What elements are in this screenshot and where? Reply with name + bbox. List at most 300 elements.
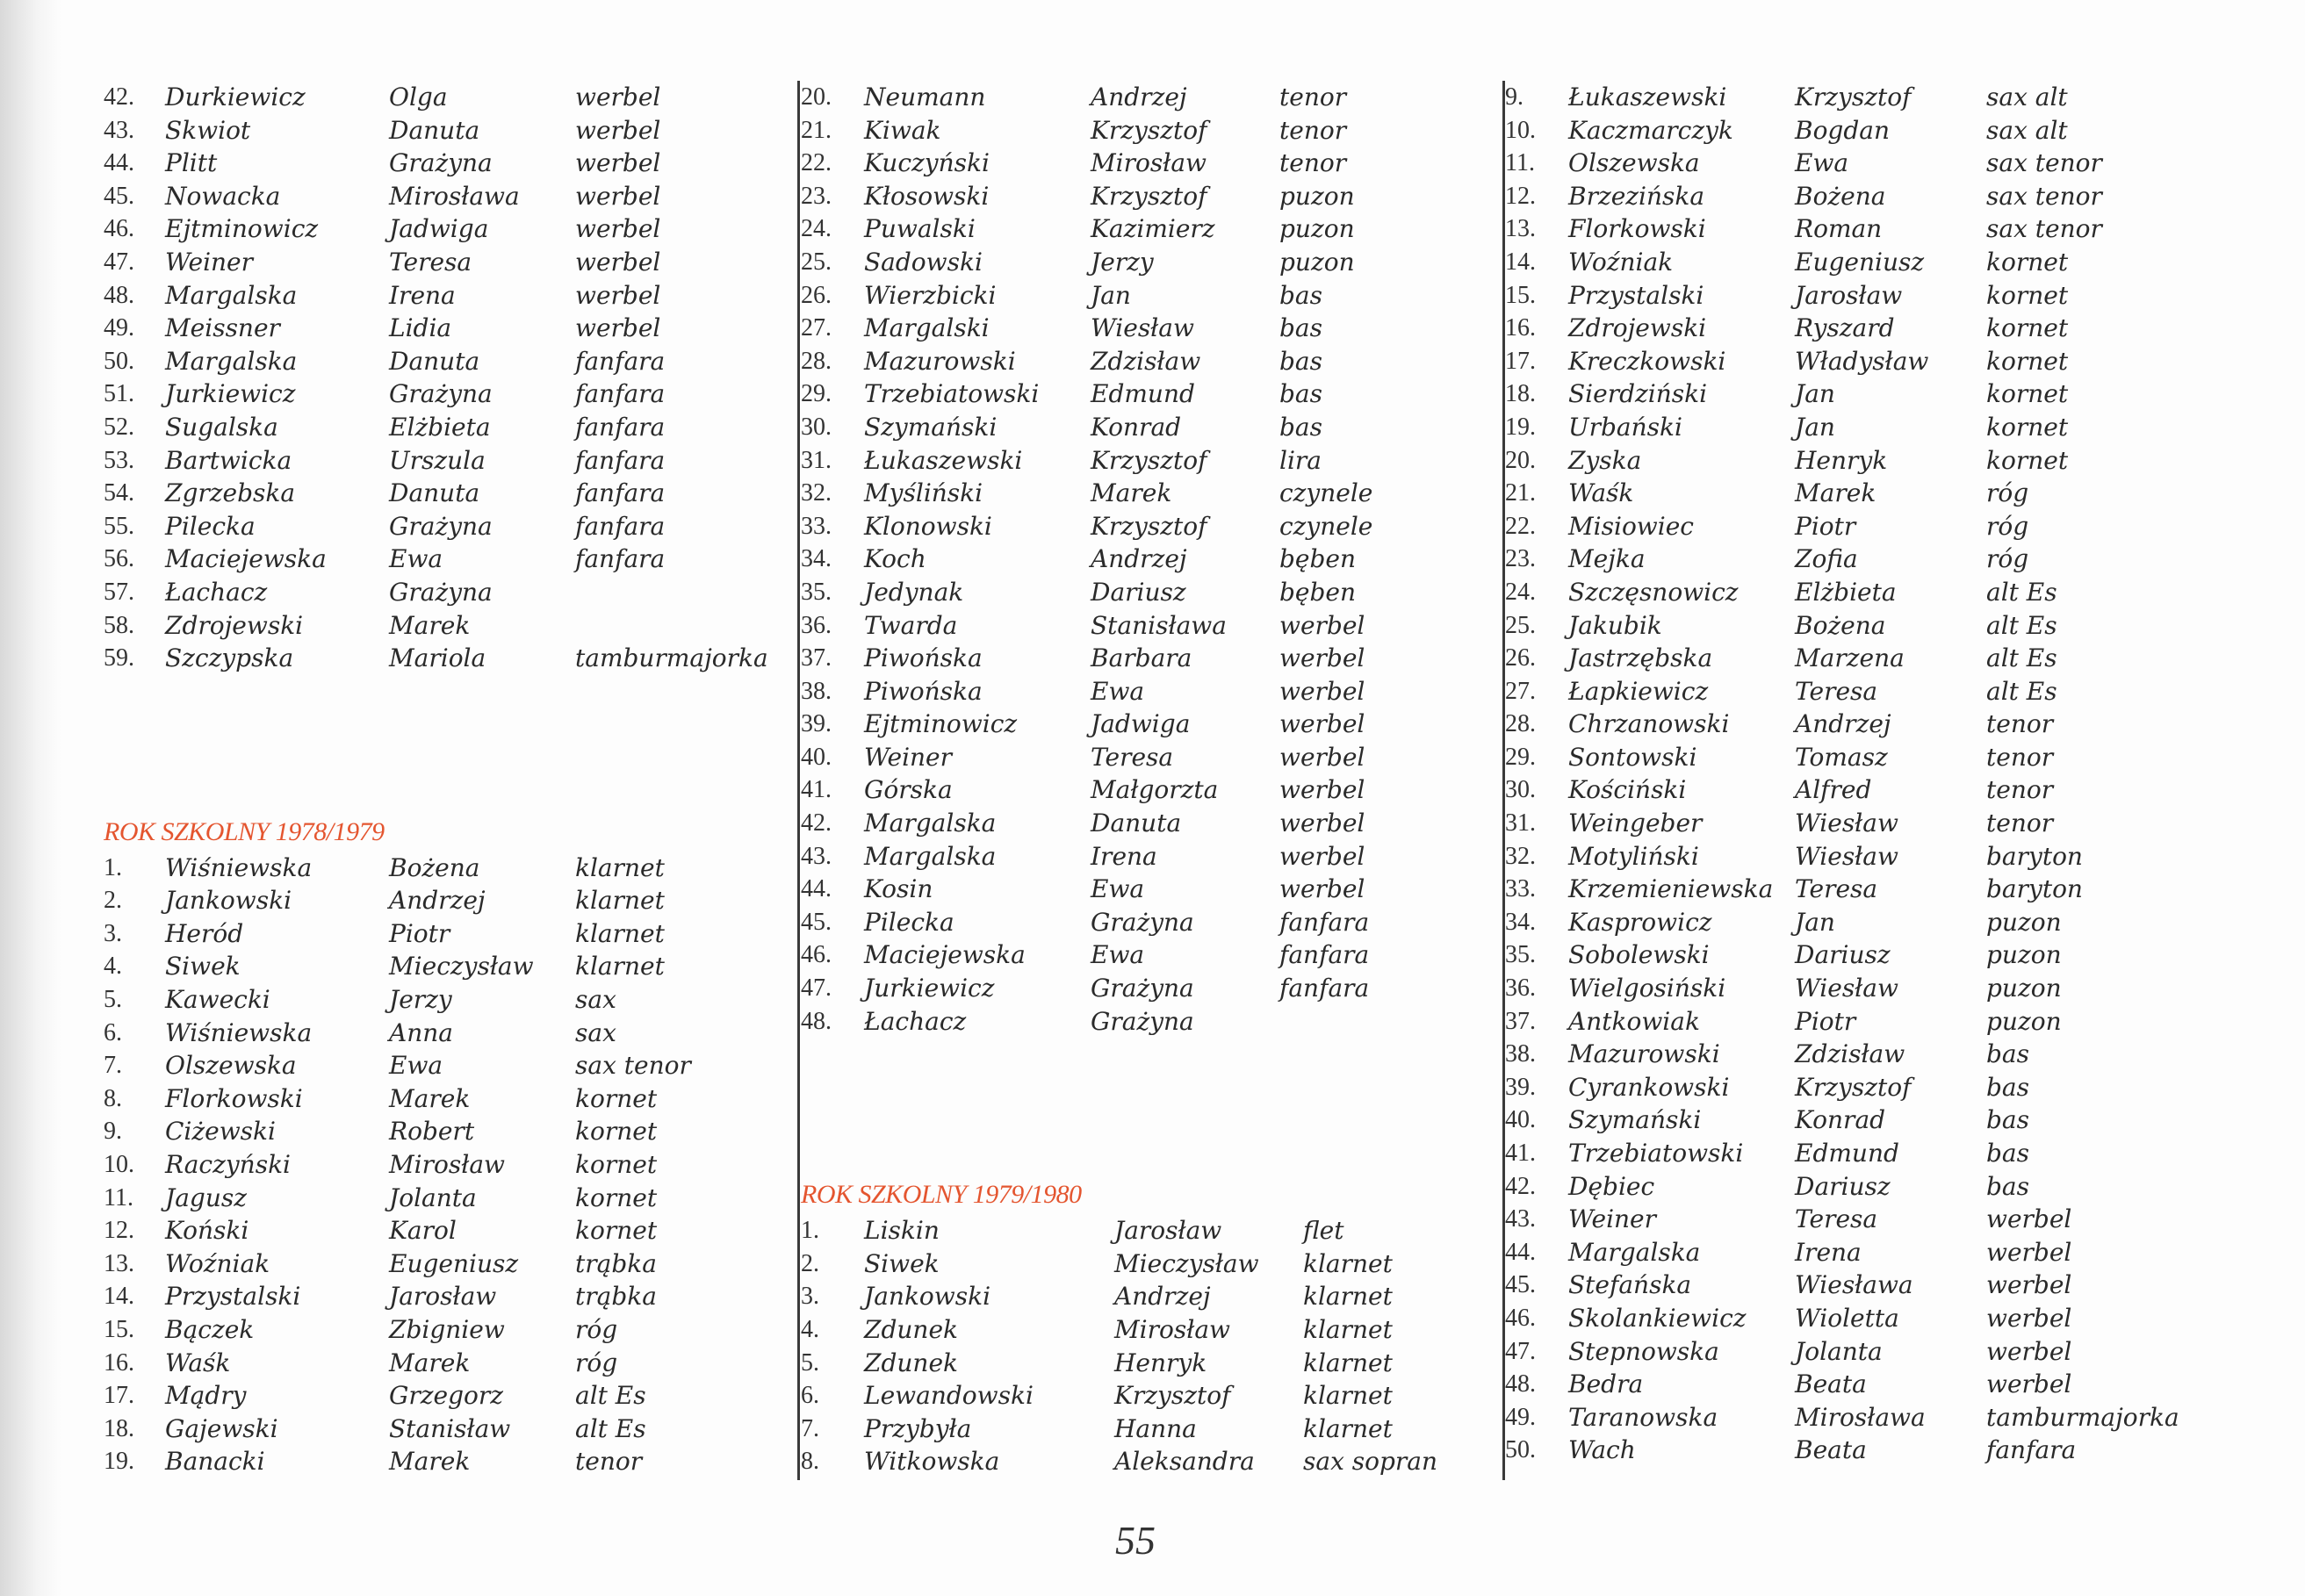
last-name: Szymański <box>1568 1105 1702 1135</box>
member-row <box>801 609 1468 643</box>
row-number: 16. <box>1505 314 1536 342</box>
last-name: Olszewska <box>165 1051 297 1081</box>
last-name: Waśk <box>1568 478 1634 508</box>
row-number: 36. <box>801 611 832 639</box>
last-name: Bedra <box>1568 1370 1644 1399</box>
instrument: bas <box>1279 280 1322 310</box>
row-number: 4. <box>104 953 122 981</box>
instrument: róg <box>1986 544 2029 574</box>
first-name: Barbara <box>1091 643 1192 673</box>
row-number: 22. <box>1505 512 1536 540</box>
first-name: Mirosław <box>1114 1315 1230 1344</box>
member-row <box>104 1049 771 1082</box>
first-name: Grażyna <box>389 148 493 178</box>
row-number: 45. <box>801 908 832 936</box>
instrument: werbel <box>1279 809 1365 838</box>
last-name: Kawecki <box>165 985 270 1015</box>
member-row <box>1505 147 2208 180</box>
row-number: 14. <box>1505 248 1536 276</box>
last-name: Maciejewska <box>864 940 1026 970</box>
instrument: bas <box>1279 412 1322 442</box>
row-number: 9. <box>1505 83 1523 111</box>
instrument: fanfara <box>1279 974 1370 1003</box>
first-name: Irena <box>1091 841 1157 871</box>
first-name: Teresa <box>1795 874 1878 904</box>
first-name: Jerzy <box>389 985 452 1015</box>
first-name: Piotr <box>1795 1006 1856 1036</box>
first-name: Piotr <box>389 918 450 948</box>
first-name: Mieczysław <box>389 952 534 981</box>
member-row <box>104 576 771 609</box>
row-number: 49. <box>104 314 134 342</box>
last-name: Margalska <box>864 809 997 838</box>
member-row <box>801 1445 1468 1478</box>
member-row <box>1505 543 2208 576</box>
instrument: puzon <box>1986 907 2062 937</box>
row-number: 20. <box>801 83 832 111</box>
member-row <box>1505 1071 2208 1104</box>
row-number: 32. <box>801 479 832 507</box>
member-row <box>104 543 771 576</box>
instrument: werbel <box>1279 775 1365 805</box>
first-name: Marek <box>1091 478 1172 508</box>
last-name: Lewandowski <box>864 1381 1034 1411</box>
instrument: tenor <box>575 1447 643 1477</box>
first-name: Jadwiga <box>389 214 489 244</box>
member-row <box>801 444 1468 478</box>
row-number: 44. <box>1505 1238 1536 1266</box>
instrument: kornet <box>1986 445 2069 475</box>
row-number: 29. <box>1505 743 1536 771</box>
member-row <box>104 1313 771 1347</box>
member-row <box>801 212 1468 246</box>
last-name: Plitt <box>165 148 218 178</box>
first-name: Zdzisław <box>1091 346 1201 376</box>
row-number: 17. <box>104 1382 134 1410</box>
row-number: 8. <box>801 1448 819 1476</box>
last-name: Motyliński <box>1568 841 1699 871</box>
row-number: 22. <box>801 149 832 177</box>
first-name: Bogdan <box>1795 115 1891 145</box>
row-number: 5. <box>801 1348 819 1377</box>
member-row <box>104 477 771 510</box>
last-name: Ejtminowicz <box>864 709 1018 739</box>
first-name: Krzysztof <box>1795 1072 1912 1102</box>
last-name: Wiśniewska <box>165 1017 313 1047</box>
first-name: Ewa <box>389 1051 443 1081</box>
first-name: Marek <box>1795 478 1876 508</box>
member-row <box>801 1313 1468 1347</box>
last-name: Margalska <box>165 346 298 376</box>
row-number: 41. <box>801 776 832 804</box>
last-name: Skolankiewicz <box>1568 1303 1747 1333</box>
last-name: Mazurowski <box>1568 1039 1720 1069</box>
member-row <box>801 873 1468 906</box>
instrument: alt Es <box>1986 610 2057 640</box>
first-name: Krzysztof <box>1091 181 1207 211</box>
row-number: 35. <box>1505 941 1536 969</box>
row-number: 33. <box>801 512 832 540</box>
last-name: Neumann <box>864 83 986 111</box>
first-name: Marek <box>389 1348 471 1377</box>
row-number: 42. <box>104 83 134 111</box>
row-number: 54. <box>104 479 134 507</box>
member-row <box>104 1017 771 1050</box>
member-row <box>801 345 1468 378</box>
last-name: Puwalski <box>864 214 976 244</box>
member-row <box>801 1379 1468 1413</box>
last-name: Weiner <box>1568 1204 1657 1234</box>
instrument: fanfara <box>575 379 666 409</box>
last-name: Koch <box>864 544 926 574</box>
member-row <box>1505 411 2208 444</box>
row-number: 19. <box>1505 413 1536 441</box>
last-name: Wiśniewska <box>165 852 313 882</box>
last-name: Gajewski <box>165 1413 278 1443</box>
last-name: Zdrojewski <box>1568 313 1707 343</box>
member-row <box>801 180 1468 213</box>
instrument: alt Es <box>575 1413 646 1443</box>
last-name: Jastrzębska <box>1568 643 1713 673</box>
instrument: werbel <box>575 115 661 145</box>
member-row <box>1505 1005 2208 1039</box>
instrument: fanfara <box>575 445 666 475</box>
member-row <box>1505 1401 2208 1434</box>
instrument: kornet <box>1986 280 2069 310</box>
instrument: fanfara <box>575 544 666 574</box>
member-row <box>801 377 1468 411</box>
instrument: tamburmajorka <box>575 643 768 673</box>
first-name: Olga <box>389 83 448 111</box>
last-name: Bartwicka <box>165 445 292 475</box>
last-name: Trzebiatowski <box>864 379 1040 409</box>
first-name: Elżbieta <box>389 412 491 442</box>
instrument: werbel <box>575 83 661 111</box>
instrument: puzon <box>1279 247 1355 277</box>
last-name: Olszewska <box>1568 148 1700 178</box>
instrument: alt Es <box>1986 676 2057 706</box>
member-row <box>1505 510 2208 543</box>
section-heading-1979-1980: ROK SZKOLNY 1979/1980 <box>801 1180 1082 1210</box>
instrument: bas <box>1279 313 1322 343</box>
row-number: 6. <box>801 1382 819 1410</box>
last-name: Sontowski <box>1568 742 1697 772</box>
instrument: werbel <box>575 181 661 211</box>
first-name: Marzena <box>1795 643 1905 673</box>
first-name: Aleksandra <box>1114 1447 1255 1477</box>
row-number: 17. <box>1505 347 1536 375</box>
last-name: Stepnowska <box>1568 1336 1719 1366</box>
row-number: 12. <box>104 1217 134 1245</box>
row-number: 39. <box>1505 1073 1536 1101</box>
first-name: Anna <box>389 1017 453 1047</box>
last-name: Mazurowski <box>864 346 1016 376</box>
instrument: bas <box>1986 1171 2029 1201</box>
last-name: Siwek <box>165 952 241 981</box>
first-name: Ewa <box>1091 940 1145 970</box>
section-spacer <box>104 675 771 813</box>
last-name: Urbański <box>1568 412 1682 442</box>
instrument: fanfara <box>1986 1435 2077 1465</box>
first-name: Zdzisław <box>1795 1039 1905 1069</box>
row-number: 21. <box>801 116 832 144</box>
first-name: Mieczysław <box>1114 1248 1259 1278</box>
instrument: alt Es <box>575 1381 646 1411</box>
row-number: 8. <box>104 1084 122 1112</box>
member-row <box>1505 840 2208 873</box>
first-name: Ewa <box>1091 874 1145 904</box>
first-name: Krzysztof <box>1114 1381 1231 1411</box>
last-name: Przybyła <box>864 1413 972 1443</box>
last-name: Kiwak <box>864 115 941 145</box>
first-name: Danuta <box>1091 809 1182 838</box>
first-name: Wiesław <box>1795 974 1898 1003</box>
first-name: Grażyna <box>1091 974 1194 1003</box>
instrument: trąbka <box>575 1282 657 1312</box>
last-name: Łachacz <box>864 1006 967 1036</box>
first-name: Krzysztof <box>1091 115 1207 145</box>
last-name: Twarda <box>864 610 958 640</box>
first-name: Wiesław <box>1091 313 1194 343</box>
last-name: Klonowski <box>864 511 992 541</box>
last-name: Jakubik <box>1568 610 1662 640</box>
first-name: Irena <box>1795 1237 1862 1267</box>
row-number: 48. <box>1505 1370 1536 1398</box>
row-number: 45. <box>104 182 134 210</box>
last-name: Margalska <box>1568 1237 1701 1267</box>
row-number: 20. <box>1505 446 1536 474</box>
first-name: Stanisława <box>1091 610 1227 640</box>
instrument: klarnet <box>1303 1381 1393 1411</box>
instrument: sax alt <box>1986 83 2068 111</box>
instrument: sax tenor <box>1986 214 2102 244</box>
first-name: Jadwiga <box>1091 709 1191 739</box>
instrument: kornet <box>1986 313 2069 343</box>
first-name: Jan <box>1091 280 1131 310</box>
instrument: werbel <box>575 247 661 277</box>
row-number: 1. <box>801 1217 819 1245</box>
row-number: 59. <box>104 644 134 672</box>
member-row <box>104 246 771 279</box>
first-name: Marek <box>389 610 471 640</box>
member-row <box>104 1379 771 1413</box>
instrument: werbel <box>575 313 661 343</box>
last-name: Stefańska <box>1568 1270 1692 1300</box>
member-row <box>1505 741 2208 774</box>
instrument: kornet <box>575 1183 658 1212</box>
first-name: Jan <box>1795 907 1835 937</box>
last-name: Zyska <box>1568 445 1642 475</box>
section-heading-1978-1979: ROK SZKOLNY 1978/1979 <box>104 816 385 846</box>
last-name: Nowacka <box>165 181 281 211</box>
instrument: klarnet <box>575 886 665 916</box>
instrument: czynele <box>1279 511 1373 541</box>
row-number: 52. <box>104 413 134 441</box>
first-name: Ewa <box>1091 676 1145 706</box>
last-name: Raczyński <box>165 1150 291 1180</box>
member-row <box>1505 477 2208 510</box>
first-name: Bożena <box>1795 610 1886 640</box>
last-name: Heród <box>165 918 244 948</box>
first-name: Andrzej <box>1091 83 1187 111</box>
first-name: Zofia <box>1795 544 1858 574</box>
last-name: Krzemieniewska <box>1568 874 1774 904</box>
first-name: Jan <box>1795 379 1835 409</box>
instrument: kornet <box>575 1150 658 1180</box>
row-number: 27. <box>801 314 832 342</box>
member-row <box>801 675 1468 708</box>
instrument: werbel <box>1986 1303 2072 1333</box>
row-number: 34. <box>1505 908 1536 936</box>
last-name: Przystalski <box>1568 280 1704 310</box>
row-number: 28. <box>1505 710 1536 738</box>
member-row <box>1505 81 2208 114</box>
column-1 <box>104 81 771 1478</box>
last-name: Jankowski <box>165 886 292 916</box>
last-name: Margalska <box>864 841 997 871</box>
instrument: róg <box>1986 478 2029 508</box>
last-name: Łukaszewski <box>1568 83 1727 111</box>
instrument: fanfara <box>1279 907 1370 937</box>
member-row <box>1505 708 2208 741</box>
first-name: Dariusz <box>1091 577 1186 607</box>
row-number: 5. <box>104 986 122 1014</box>
member-row <box>104 642 771 675</box>
instrument: werbel <box>1986 1370 2072 1399</box>
instrument: fanfara <box>575 478 666 508</box>
last-name: Wach <box>1568 1435 1636 1465</box>
last-name: Ejtminowicz <box>165 214 319 244</box>
member-row <box>104 147 771 180</box>
last-name: Wielgosiński <box>1568 974 1726 1003</box>
first-name: Kazimierz <box>1091 214 1215 244</box>
row-number: 30. <box>1505 776 1536 804</box>
row-number: 47. <box>104 248 134 276</box>
member-row <box>1505 938 2208 972</box>
member-row <box>1505 609 2208 643</box>
last-name: Jurkiewicz <box>864 974 995 1003</box>
instrument: klarnet <box>1303 1248 1393 1278</box>
row-number: 42. <box>1505 1172 1536 1200</box>
instrument: róg <box>575 1348 618 1377</box>
last-name: Jankowski <box>864 1282 991 1312</box>
member-row <box>1505 1170 2208 1204</box>
row-number: 10. <box>104 1151 134 1179</box>
row-number: 35. <box>801 578 832 606</box>
member-row <box>104 1082 771 1116</box>
row-number: 4. <box>801 1316 819 1343</box>
row-number: 31. <box>1505 809 1536 838</box>
first-name: Władysław <box>1795 346 1929 376</box>
first-name: Lidia <box>389 313 452 343</box>
instrument: kornet <box>575 1117 658 1147</box>
last-name: Kaczmarczyk <box>1568 115 1733 145</box>
column-3 <box>1505 81 2208 1467</box>
row-number: 44. <box>801 875 832 903</box>
first-name: Ryszard <box>1795 313 1895 343</box>
first-name: Beata <box>1795 1435 1867 1465</box>
instrument: werbel <box>1279 676 1365 706</box>
instrument: tenor <box>1279 115 1347 145</box>
row-number: 50. <box>104 347 134 375</box>
row-number: 46. <box>801 941 832 969</box>
member-row <box>801 1005 1468 1039</box>
member-row <box>1505 1236 2208 1269</box>
row-number: 3. <box>104 919 122 947</box>
first-name: Eugeniusz <box>389 1248 519 1278</box>
row-number: 31. <box>801 446 832 474</box>
member-row <box>801 576 1468 609</box>
page-gutter-shadow <box>0 0 61 1596</box>
instrument: werbel <box>1279 841 1365 871</box>
row-number: 11. <box>104 1183 133 1211</box>
member-row <box>104 1182 771 1215</box>
member-list-continued <box>104 81 771 675</box>
instrument: baryton <box>1986 874 2083 904</box>
last-name: Górska <box>864 775 953 805</box>
instrument: werbel <box>575 214 661 244</box>
last-name: Mejka <box>1568 544 1646 574</box>
row-number: 19. <box>104 1448 134 1476</box>
member-row <box>1505 312 2208 345</box>
last-name: Witkowska <box>864 1447 1000 1477</box>
member-row <box>1505 1302 2208 1335</box>
first-name: Piotr <box>1795 511 1856 541</box>
column-divider <box>797 81 800 1480</box>
member-row <box>104 884 771 917</box>
last-name: Sierdziński <box>1568 379 1708 409</box>
member-row <box>104 312 771 345</box>
row-number: 21. <box>1505 479 1536 507</box>
instrument: kornet <box>575 1216 658 1246</box>
last-name: Zdunek <box>864 1315 958 1344</box>
row-number: 26. <box>1505 644 1536 672</box>
member-row <box>1505 972 2208 1005</box>
last-name: Sadowski <box>864 247 983 277</box>
member-row <box>801 147 1468 180</box>
row-number: 25. <box>1505 611 1536 639</box>
instrument: bas <box>1986 1105 2029 1135</box>
member-row <box>1505 1203 2208 1236</box>
member-row <box>1505 180 2208 213</box>
row-number: 36. <box>1505 974 1536 1003</box>
member-list-1979-1980 <box>801 1214 1468 1478</box>
member-row <box>801 938 1468 972</box>
last-name: Kuczyński <box>864 148 990 178</box>
last-name: Jurkiewicz <box>165 379 296 409</box>
last-name: Skwiot <box>165 115 251 145</box>
member-row <box>1505 576 2208 609</box>
member-row <box>104 852 771 885</box>
last-name: Piwońska <box>864 643 983 673</box>
member-row <box>1505 906 2208 939</box>
row-number: 41. <box>1505 1139 1536 1167</box>
last-name: Ciżewski <box>165 1117 276 1147</box>
member-row <box>1505 114 2208 147</box>
member-row <box>801 773 1468 807</box>
first-name: Grażyna <box>389 511 493 541</box>
instrument: klarnet <box>1303 1413 1393 1443</box>
row-number: 32. <box>1505 842 1536 870</box>
row-number: 3. <box>801 1283 819 1311</box>
member-row <box>1505 279 2208 313</box>
section-spacer <box>801 1038 1468 1175</box>
instrument: róg <box>1986 511 2029 541</box>
row-number: 49. <box>1505 1403 1536 1431</box>
last-name: Weiner <box>864 742 953 772</box>
member-row <box>1505 873 2208 906</box>
row-number: 48. <box>801 1007 832 1035</box>
